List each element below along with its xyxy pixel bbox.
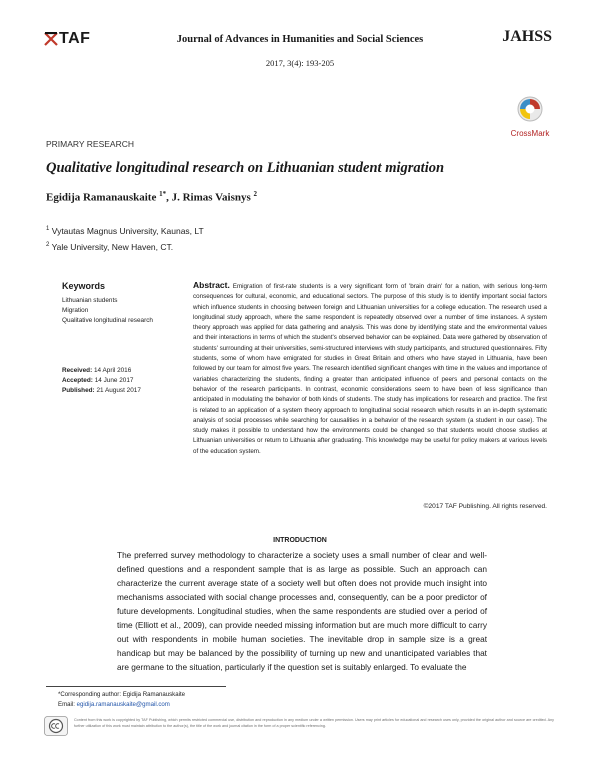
- abstract: [193, 280, 547, 457]
- abstract-label: Abstract.: [193, 280, 230, 290]
- affiliation: [46, 242, 173, 252]
- crossmark-badge[interactable]: [500, 96, 560, 138]
- date-row-accepted: Accepted: 14 June 2017: [62, 377, 134, 384]
- keyword-item: Qualitative longitudinal research: [62, 317, 153, 324]
- journal-title: Journal of Advances in Humanities and Social Sciences: [176, 34, 424, 45]
- license-text: Content from this work is copyrighted by TAF Publishing, which permits restricted commercial use, distribution and reproduction in any medium under a written permission. Users may print articles for educational and research uses only, provided the original author and source are credited. Any further utilization of this work must maintain attribution to the author(s), the title of the work and journal citation in the form of a proper scientific referencing.: [74, 718, 554, 728]
- logo-text: TAF: [59, 30, 91, 47]
- footnote-divider: [46, 686, 226, 687]
- crossmark-icon: [517, 96, 543, 122]
- affiliation-mark: 1: [46, 226, 50, 233]
- keyword-item: Lithuanian students: [62, 297, 118, 304]
- affiliation-text: Yale University, New Haven, CT.: [51, 242, 174, 252]
- taf-logo-icon: [44, 32, 58, 46]
- keyword-item: Migration: [62, 307, 89, 314]
- date-row-received: Received: 14 April 2016: [62, 367, 132, 374]
- publisher-logo: [44, 30, 90, 48]
- article-title: Qualitative longitudinal research on Lithuanian student migration: [46, 160, 445, 176]
- journal-citation: 2017, 3(4): 193-205: [265, 58, 335, 68]
- date-row-published: Published: 21 August 2017: [62, 387, 141, 394]
- introduction-text: The preferred survey methodology to characterize a society uses a small number of clear and well-defined questions and a respondent sample that is as large as possible. Such an approach can characterize the current average state of a society well but often does not provide much insight into mechanisms associated with social change processes and, consequently, can be a poor predictor of future developments. Longitudinal studies, when the same respondents are studied over a period of time (Elliott et al., 2009), can provide needed missing information but are much more difficult to carry out with respondents in mobile human societies. The inevitable drop in sample size is a great handicap but may be balanced by the possibility of turning up new and unanticipated variables that are germane to the situation, particularly if the question set is suitably enlarged. To evaluate the: [117, 550, 487, 672]
- author-name: J. Rimas Vaisnys: [171, 191, 251, 204]
- affiliation-text: Vytautas Magnus University, Kaunas, LT: [51, 226, 204, 236]
- corresponding-email: Email: egidija.ramanauskaite@gmail.com: [58, 701, 170, 708]
- abstract-text: Emigration of first-rate students is a very significant form of 'brain drain' for a nation, with serious long-term consequences for cultural, economic, and educational sectors. The purpose of this study is to identify important social factors which influence students in choosing between foreign and Lithuanian universities for a college education. The research used a longitudinal study approach, where the same respondent is repeatedly observed over a number of time instances. A system theory approach was applied for data gathering and analysis. This was done by identifying state and the environmental values and their interactions in terms of which the student's observed behavior can be explained. Data were gathered by observation of students' surrounding at their universities, semi-structured interviews with study participants, and structured questionnaires. Fifty students, some of whom have emigrated for studies in Great Britain and others who have stayed in Lithuania, have been followed by our team for almost five years. The research identified significant changes with time in the values and importance of variables characterizing the students, finding a greater than anticipated influence of peers and personal contacts on the behavior of the research participants. In contrast, economic considerations seem to have been of less significance than anticipated in modulating the behavior of both kinds of students. The study has implications for research and practice. The first is related to an application of a system theory approach to longitudinal social research which results in an in-depth systematic analysis of social processes while searching for causalities in a behavior of the research system (a student in our case). The study makes it possible to understand how the environments could be changed so that students would choose studies at Lithuanian universities or return to Lithuania after graduating. This knowledge may be useful for policy makers at various levels of the education system.: [193, 283, 547, 455]
- article-dates: [62, 366, 141, 396]
- corresponding-author: *Corresponding author: Egidija Ramanauskaite: [58, 691, 186, 698]
- creative-commons-icon: [44, 716, 68, 736]
- journal-abbreviation: JAHSS: [502, 28, 552, 45]
- article-section-label: PRIMARY RESEARCH: [46, 139, 135, 149]
- affiliation-mark: 2: [46, 242, 50, 249]
- email-link[interactable]: egidija.ramanauskaite@gmail.com: [76, 701, 170, 708]
- crossmark-label: CrossMark: [510, 129, 550, 138]
- introduction-heading: INTRODUCTION: [273, 537, 327, 544]
- author-mark: 2: [253, 190, 257, 198]
- affiliation: [46, 226, 204, 236]
- keywords-list: [62, 296, 153, 326]
- keywords-heading: Keywords: [62, 281, 106, 291]
- author-name: Egidija Ramanauskaite: [46, 191, 157, 204]
- author-mark: 1*: [159, 190, 167, 198]
- copyright-notice: ©2017 TAF Publishing. All rights reserved.: [423, 503, 547, 510]
- author-list: Egidija Ramanauskaite $^{1*}$, J. Rimas Vaisnys $^2$: [46, 190, 257, 204]
